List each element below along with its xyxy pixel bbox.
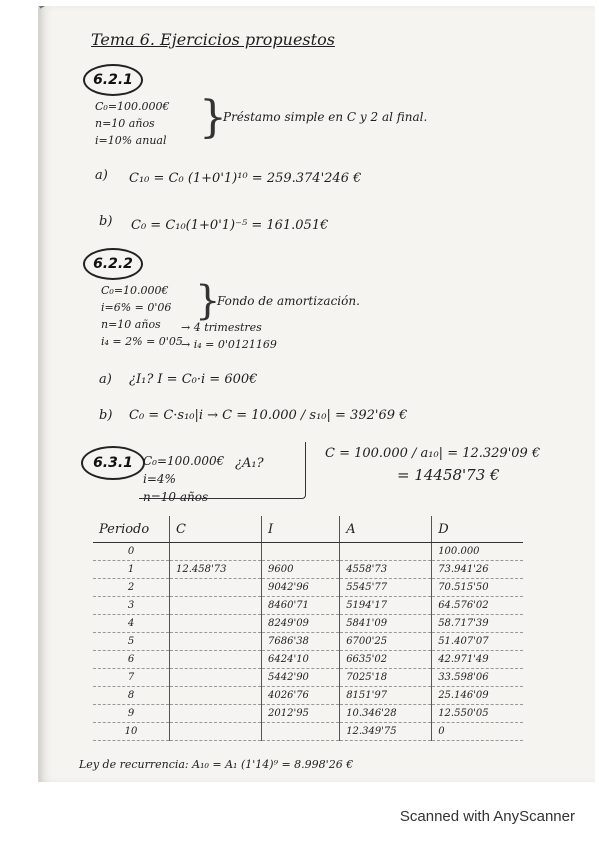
- column-header: I: [262, 516, 340, 543]
- column-header: D: [432, 516, 523, 543]
- given-line: i₄ = 2% = 0'05: [101, 335, 183, 348]
- table-cell: [340, 543, 432, 561]
- ex1-eq-b: C₀ = C₁₀(1+0'1)⁻⁵ = 161.051€: [131, 218, 329, 233]
- table-cell: 33.598'06: [432, 669, 523, 687]
- table-cell: 8460'71: [262, 597, 340, 615]
- table-cell: 7686'38: [262, 633, 340, 651]
- table-cell: [170, 543, 262, 561]
- given-line: i=4%: [143, 472, 176, 486]
- table-cell: [170, 651, 262, 669]
- table-cell: 7: [93, 669, 170, 687]
- table-cell: [262, 723, 340, 741]
- exercise-badge: 6.2.1: [83, 64, 143, 96]
- table-cell: 1: [93, 561, 170, 579]
- table-cell: 51.407'07: [432, 633, 523, 651]
- table-cell: [170, 579, 262, 597]
- table-cell: 42.971'49: [432, 651, 523, 669]
- table-header-row: [93, 516, 523, 543]
- table-cell: [170, 669, 262, 687]
- ex2-givens: [101, 282, 183, 350]
- given-line: n=10 años: [143, 490, 209, 504]
- table-row: [93, 579, 523, 597]
- table-cell: 0: [93, 543, 170, 561]
- table-cell: 5545'77: [340, 579, 432, 597]
- table-cell: 10.346'28: [340, 705, 432, 723]
- brace: }: [199, 92, 227, 143]
- table-cell: 6635'02: [340, 651, 432, 669]
- table-cell: 10: [93, 723, 170, 741]
- ex3-box: [139, 442, 306, 499]
- column-header: C: [170, 516, 262, 543]
- given-line: C₀=100.000€: [143, 454, 225, 468]
- exercise-badge: 6.2.2: [83, 248, 143, 280]
- table-row: [93, 651, 523, 669]
- ex3-result: = 14458'73 €: [397, 466, 500, 484]
- table-row: [93, 597, 523, 615]
- table-cell: [170, 597, 262, 615]
- table-cell: [170, 687, 262, 705]
- table-cell: 8: [93, 687, 170, 705]
- table-cell: 4026'76: [262, 687, 340, 705]
- amortization-table: [93, 516, 523, 741]
- ex3-eq: C = 100.000 / a₁₀| = 12.329'09 €: [325, 446, 541, 461]
- table-cell: 4558'73: [340, 561, 432, 579]
- table-cell: [170, 705, 262, 723]
- scanned-page: [38, 6, 595, 782]
- ex3-question: ¿A₁?: [235, 456, 264, 471]
- ex2-eq-a: ¿I₁? I = C₀·i = 600€: [129, 372, 258, 387]
- page-title: Tema 6. Ejercicios propuestos: [91, 30, 335, 49]
- table-cell: 7025'18: [340, 669, 432, 687]
- ex2-eq-b-label: b): [99, 408, 113, 423]
- ex2-eq-b: C₀ = C·s₁₀|i → C = 10.000 / s₁₀| = 392'69 €: [129, 408, 408, 423]
- table-cell: 58.717'39: [432, 615, 523, 633]
- given-line: i=6% = 0'06: [101, 301, 172, 314]
- ex1-eq-b-label: b): [99, 214, 113, 229]
- table-cell: 8151'97: [340, 687, 432, 705]
- table-cell: 5: [93, 633, 170, 651]
- table-cell: 2: [93, 579, 170, 597]
- table-row: [93, 633, 523, 651]
- table-cell: [170, 723, 262, 741]
- table-cell: 73.941'26: [432, 561, 523, 579]
- table-cell: 8249'09: [262, 615, 340, 633]
- given-line: C₀=100.000€: [95, 100, 170, 113]
- table-cell: 6424'10: [262, 651, 340, 669]
- table-cell: 9: [93, 705, 170, 723]
- column-header: A: [340, 516, 432, 543]
- table-row: [93, 561, 523, 579]
- given-line: n=10 años: [95, 117, 155, 130]
- table-row: [93, 543, 523, 561]
- table-cell: 4: [93, 615, 170, 633]
- table-cell: 3: [93, 597, 170, 615]
- table-cell: 6700'25: [340, 633, 432, 651]
- table-row: [93, 723, 523, 741]
- column-header: Periodo: [93, 516, 170, 543]
- ex2-eq-a-label: a): [99, 372, 112, 387]
- scanner-watermark: Scanned with AnyScanner: [399, 808, 575, 825]
- ex1-givens: [95, 98, 170, 149]
- table-cell: 0: [432, 723, 523, 741]
- table-row: [93, 669, 523, 687]
- table-cell: 12.458'73: [170, 561, 262, 579]
- table-cell: 5194'17: [340, 597, 432, 615]
- ex1-note: Préstamo simple en C y 2 al final.: [223, 110, 428, 124]
- table-cell: 64.576'02: [432, 597, 523, 615]
- ex1-eq-a-label: a): [95, 168, 108, 183]
- table-cell: 100.000: [432, 543, 523, 561]
- table-cell: 2012'95: [262, 705, 340, 723]
- ex2-aux-1: → 4 trimestres: [181, 321, 262, 334]
- ex1-eq-a: C₁₀ = C₀ (1+0'1)¹⁰ = 259.374'246 €: [129, 171, 362, 186]
- table-cell: 5442'90: [262, 669, 340, 687]
- table-cell: 12.349'75: [340, 723, 432, 741]
- table-row: [93, 705, 523, 723]
- table-cell: 5841'09: [340, 615, 432, 633]
- table-cell: 12.550'05: [432, 705, 523, 723]
- table-cell: 25.146'09: [432, 687, 523, 705]
- given-line: i=10% anual: [95, 134, 167, 147]
- table-cell: [262, 543, 340, 561]
- given-line: C₀=10.000€: [101, 284, 169, 297]
- table-row: [93, 615, 523, 633]
- scan-artifact: [39, 6, 92, 9]
- ex2-aux-2: → i₄ = 0'0121169: [181, 338, 277, 351]
- table-cell: 6: [93, 651, 170, 669]
- table-row: [93, 687, 523, 705]
- ex2-note: Fondo de amortización.: [217, 294, 360, 308]
- table-cell: 9600: [262, 561, 340, 579]
- table-cell: 70.515'50: [432, 579, 523, 597]
- exercise-badge: 6.3.1: [81, 446, 145, 480]
- recurrence-law: Ley de recurrencia: A₁₀ = A₁ (1'14)⁹ = 8.998'26 €: [79, 758, 354, 771]
- table-cell: 9042'96: [262, 579, 340, 597]
- table-cell: [170, 633, 262, 651]
- table-cell: [170, 615, 262, 633]
- brace: }: [195, 278, 221, 324]
- given-line: n=10 años: [101, 318, 161, 331]
